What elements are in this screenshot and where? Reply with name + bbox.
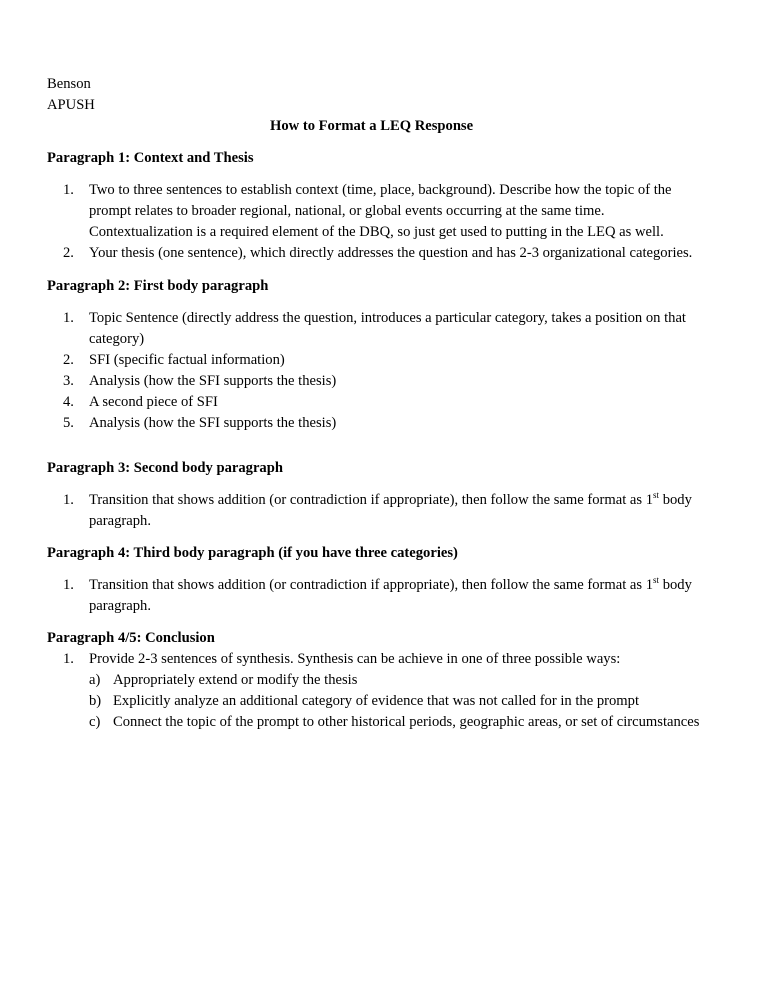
p2-item4-line1: A second piece of SFI	[89, 394, 218, 410]
p3-item1-text: Transition that shows addition (or contradiction if appropriate), then follow the same format as 1	[89, 492, 654, 508]
p5-subitem-b-label: b)	[89, 693, 102, 709]
p4-item1-line2: paragraph.	[89, 598, 151, 614]
p3-item1-number: 1.	[63, 492, 74, 508]
p3-item1-line2: paragraph.	[89, 513, 151, 529]
p4-item1-line1	[89, 576, 692, 594]
p1-item2-line1: Your thesis (one sentence), which directly addresses the question and has 2-3 organizational categories.	[89, 245, 693, 261]
p2-item5-line1: Analysis (how the SFI supports the thesis)	[89, 415, 337, 431]
p2-item4-number: 4.	[63, 394, 74, 410]
p1-item2-number: 2.	[63, 245, 74, 261]
p3-heading: Paragraph 3: Second body paragraph	[47, 460, 283, 476]
p3-item1-line1	[89, 491, 692, 509]
p1-item1-number: 1.	[63, 182, 74, 198]
p2-item2-number: 2.	[63, 352, 74, 368]
p2-heading: Paragraph 2: First body paragraph	[47, 278, 269, 294]
document-title: How to Format a LEQ Response	[270, 118, 474, 134]
p2-item3-number: 3.	[63, 373, 74, 389]
p2-item1-line2: category)	[89, 331, 145, 347]
p2-item2-line1: SFI (specific factual information)	[89, 352, 285, 368]
p5-subitem-a-text: Appropriately extend or modify the thesis	[113, 672, 358, 688]
course-name: APUSH	[47, 97, 95, 113]
p5-subitem-b-text: Explicitly analyze an additional category of evidence that was not called for in the prompt	[113, 693, 639, 709]
p5-subitem-c-text: Connect the topic of the prompt to other historical periods, geographic areas, or set of circumstances	[113, 714, 700, 730]
p2-item1-line1: Topic Sentence (directly address the question, introduces a particular category, takes a position on that	[89, 310, 686, 326]
p4-item1-number: 1.	[63, 577, 74, 593]
p1-heading: Paragraph 1: Context and Thesis	[47, 150, 254, 166]
p5-subitem-c-label: c)	[89, 714, 101, 730]
p2-item5-number: 5.	[63, 415, 74, 431]
p1-item1-line3: Contextualization is a required element of the DBQ, so just get used to putting in the LEQ as well.	[89, 224, 664, 240]
author-name: Benson	[47, 76, 91, 92]
p4-item1-superscript: st	[653, 575, 660, 586]
p5-item1-number: 1.	[63, 651, 74, 667]
p2-item1-number: 1.	[63, 310, 74, 326]
p1-item1-line1: Two to three sentences to establish context (time, place, background). Describe how the topic of the	[89, 182, 672, 198]
p5-heading: Paragraph 4/5: Conclusion	[47, 630, 215, 646]
p4-item1-text: Transition that shows addition (or contradiction if appropriate), then follow the same format as 1	[89, 577, 654, 593]
p4-heading: Paragraph 4: Third body paragraph (if you have three categories)	[47, 545, 458, 561]
p5-item1-line1: Provide 2-3 sentences of synthesis. Synthesis can be achieve in one of three possible ways:	[89, 651, 621, 667]
p5-subitem-a-label: a)	[89, 672, 101, 688]
p3-item1-superscript: st	[653, 490, 660, 501]
p4-item1-text-end: body	[659, 577, 692, 593]
p2-item3-line1: Analysis (how the SFI supports the thesis)	[89, 373, 337, 389]
p1-item1-line2: prompt relates to broader regional, national, or global events occurring at the same time.	[89, 203, 605, 219]
p3-item1-text-end: body	[659, 492, 692, 508]
